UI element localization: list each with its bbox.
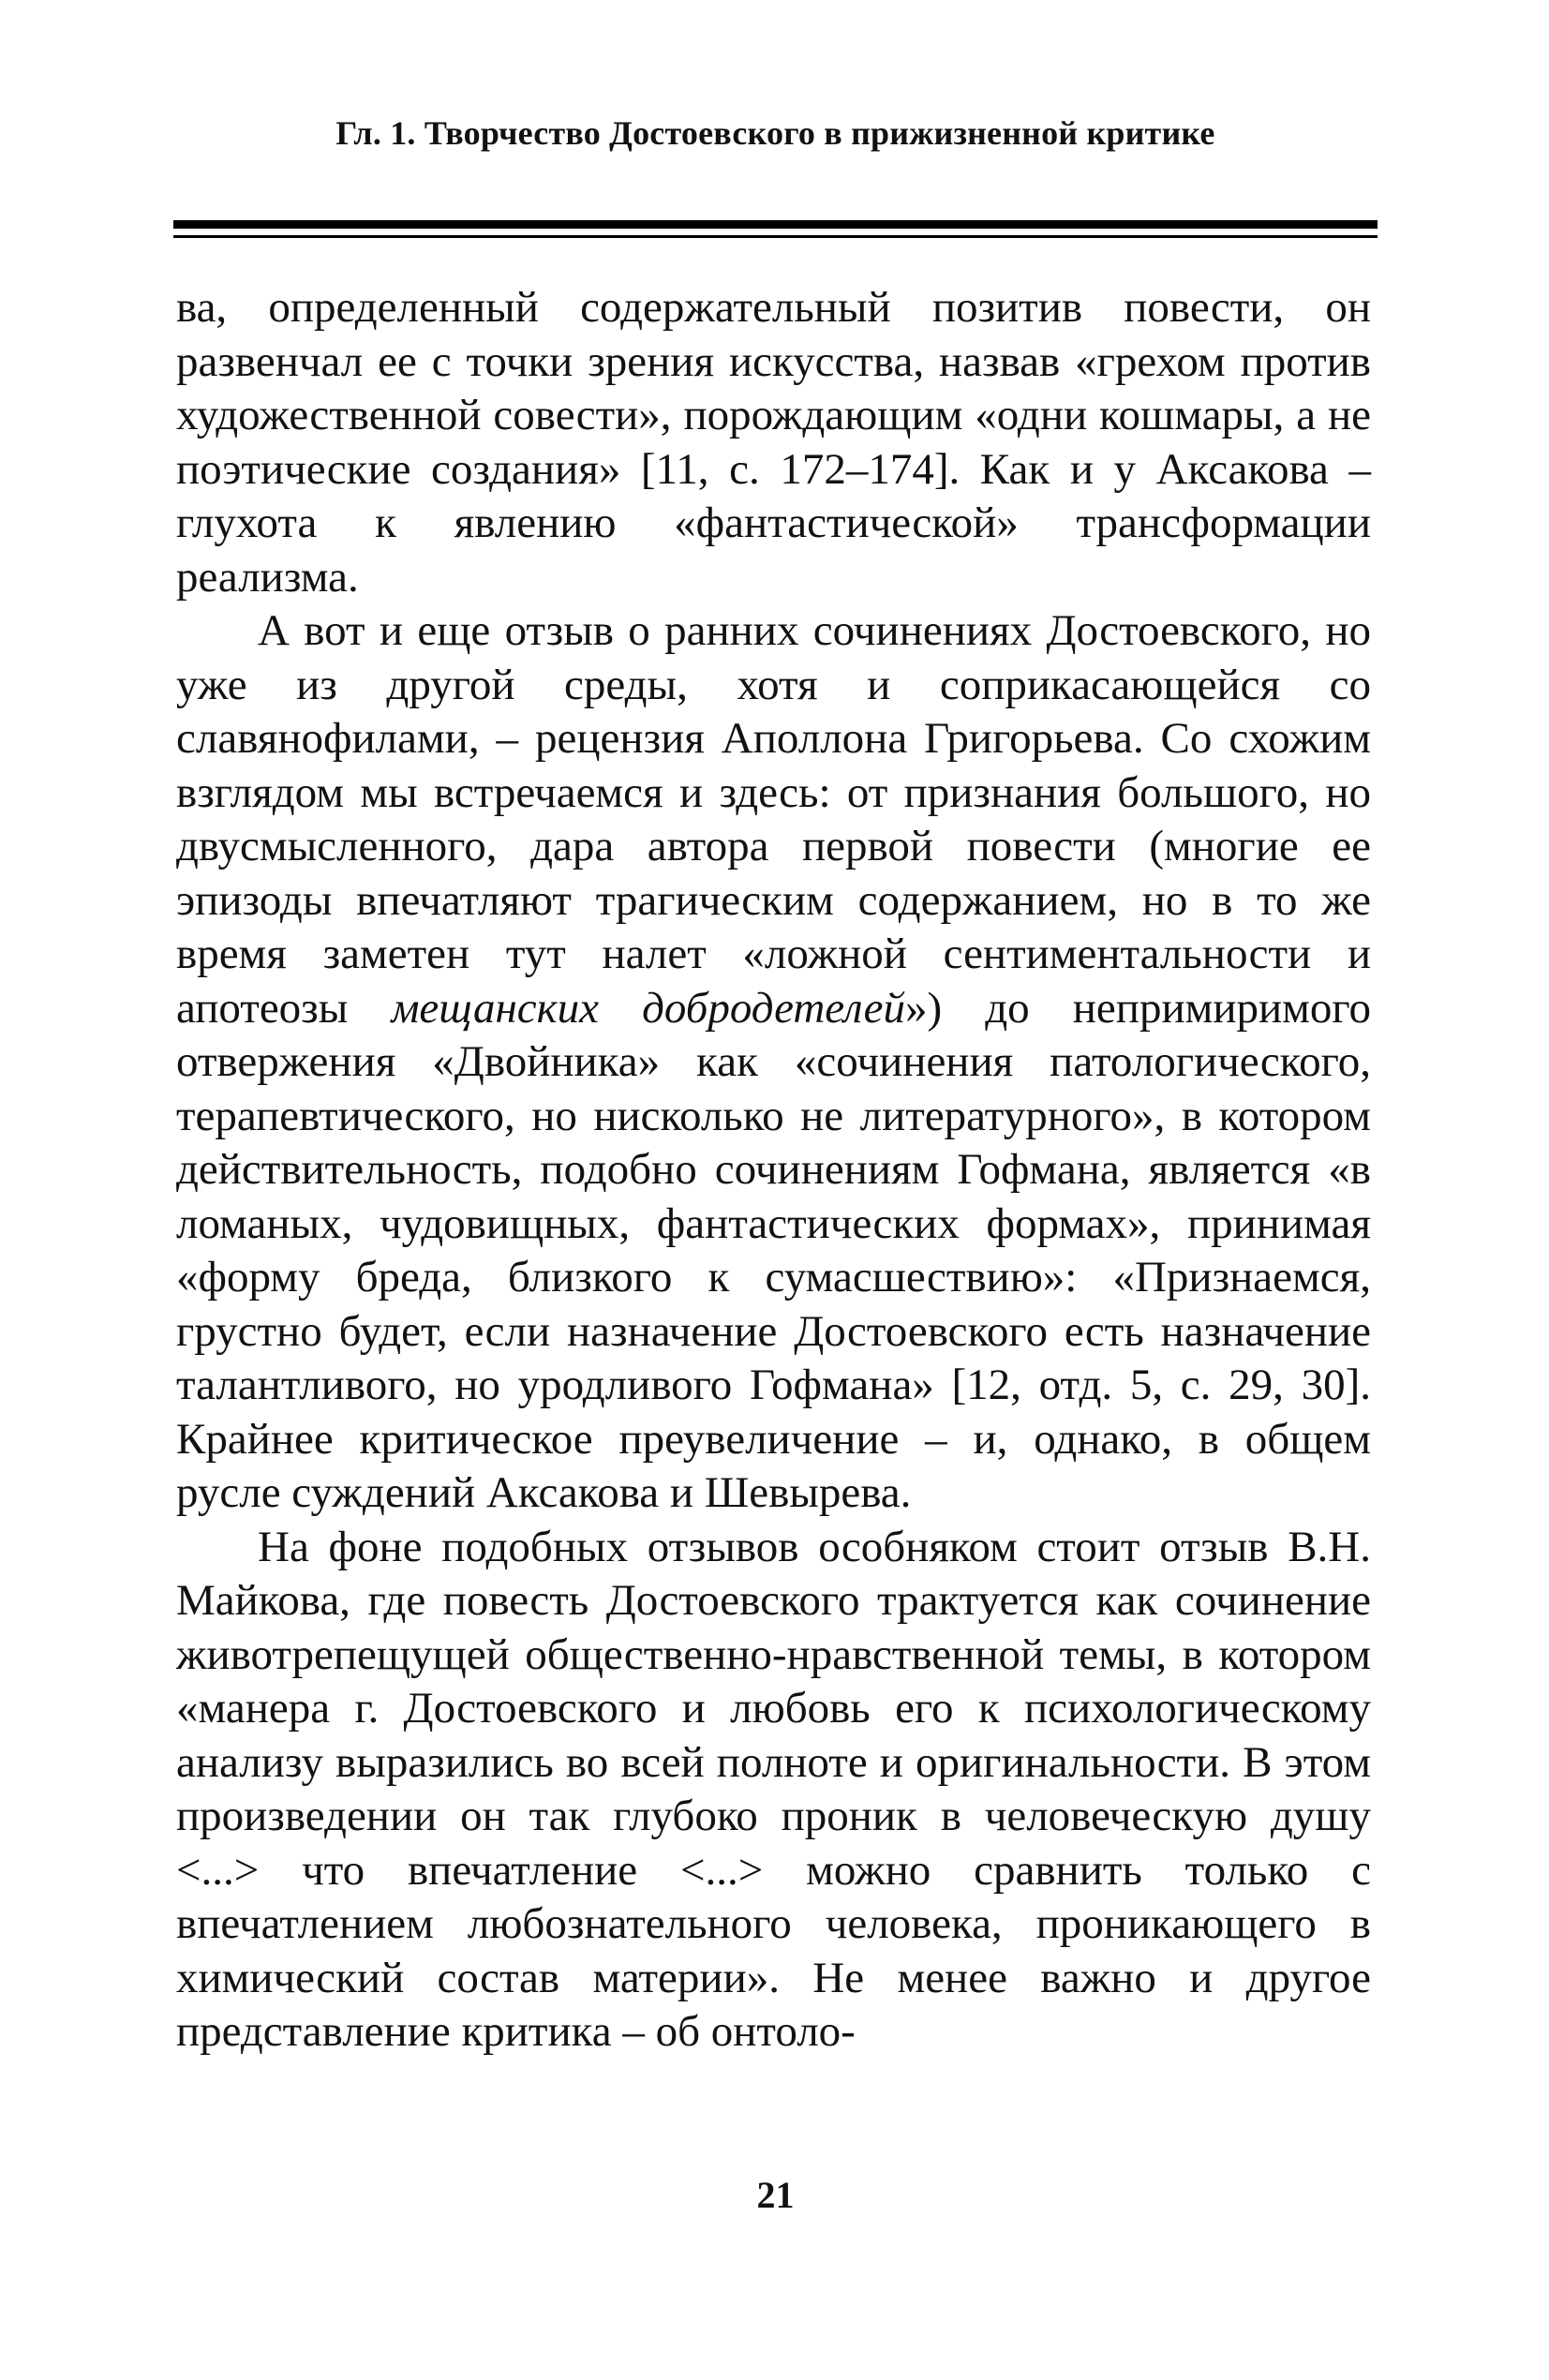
paragraph-2-text-after: ») до непримиримого отвержения «Двойника» как «сочинения патологического, терапевтического, но нисколько не литературного», в котором действительность, подобно сочинениям Гофмана, является «в ломаных, чудовищных, фантастических формах», принимая «форму бреда, близкого к сумасшествию»: «Признаемся, грустно будет, если назначение Достоевского есть назначение талантливого, но уродливого Гофмана» [12, отд. 5, с. 29, 30]. Крайнее критическое преувеличение – и, однако, в общем русле суждений Аксакова и Шевырева. — [176, 983, 1371, 1517]
paragraph-3: На фоне подобных отзывов особняком стоит отзыв В.Н. Майкова, где повесть Достоевского трактуется как сочинение животрепещущей общественно-нравственной темы, в котором «манера г. Достоевского и любовь его к психологическому анализу выразились во всей полноте и оригинальности. В этом произведении он так глубоко проник в человеческую душу <...> что впечатление <...> можно сравнить только с впечатлением любознательного человека, проникающего в химический состав материи». Не менее важно и другое представление критика – об онтоло- — [176, 1522, 1371, 2056]
paragraph-1: ва, определенный содержательный позитив повести, он развенчал ее с точки зрения искусства, назвав «грехом против художественной совести», порождающим «одни кошмары, а не поэтические создания» [11, с. 172–174]. Как и у Аксакова – глухота к явлению «фантастической» трансформации реализма. — [176, 283, 1371, 602]
header-rule-thick — [173, 220, 1378, 229]
header-rule-thin — [173, 235, 1378, 238]
running-header: Гл. 1. Творчество Достоевского в прижизненной критике — [335, 114, 1215, 152]
paragraph-2-text-before: А вот и еще отзыв о ранних сочинениях Достоевского, но уже из другой среды, хотя и соприкасающейся со славянофилами, – рецензия Аполлона Григорьева. Со схожим взглядом мы встречаемся и здесь: от признания большого, но двусмысленного, дара автора первой повести (многие ее эпизоды впечатляют трагическим содержанием, но в то же время заметен тут налет «ложной сентиментальности и апотеозы — [176, 606, 1371, 1033]
paragraph-2 — [176, 604, 1371, 1521]
paragraph-2-italic-phrase: мещанских добродетелей — [391, 983, 905, 1033]
page-number: 21 — [756, 2174, 795, 2216]
body-text — [176, 281, 1371, 2060]
